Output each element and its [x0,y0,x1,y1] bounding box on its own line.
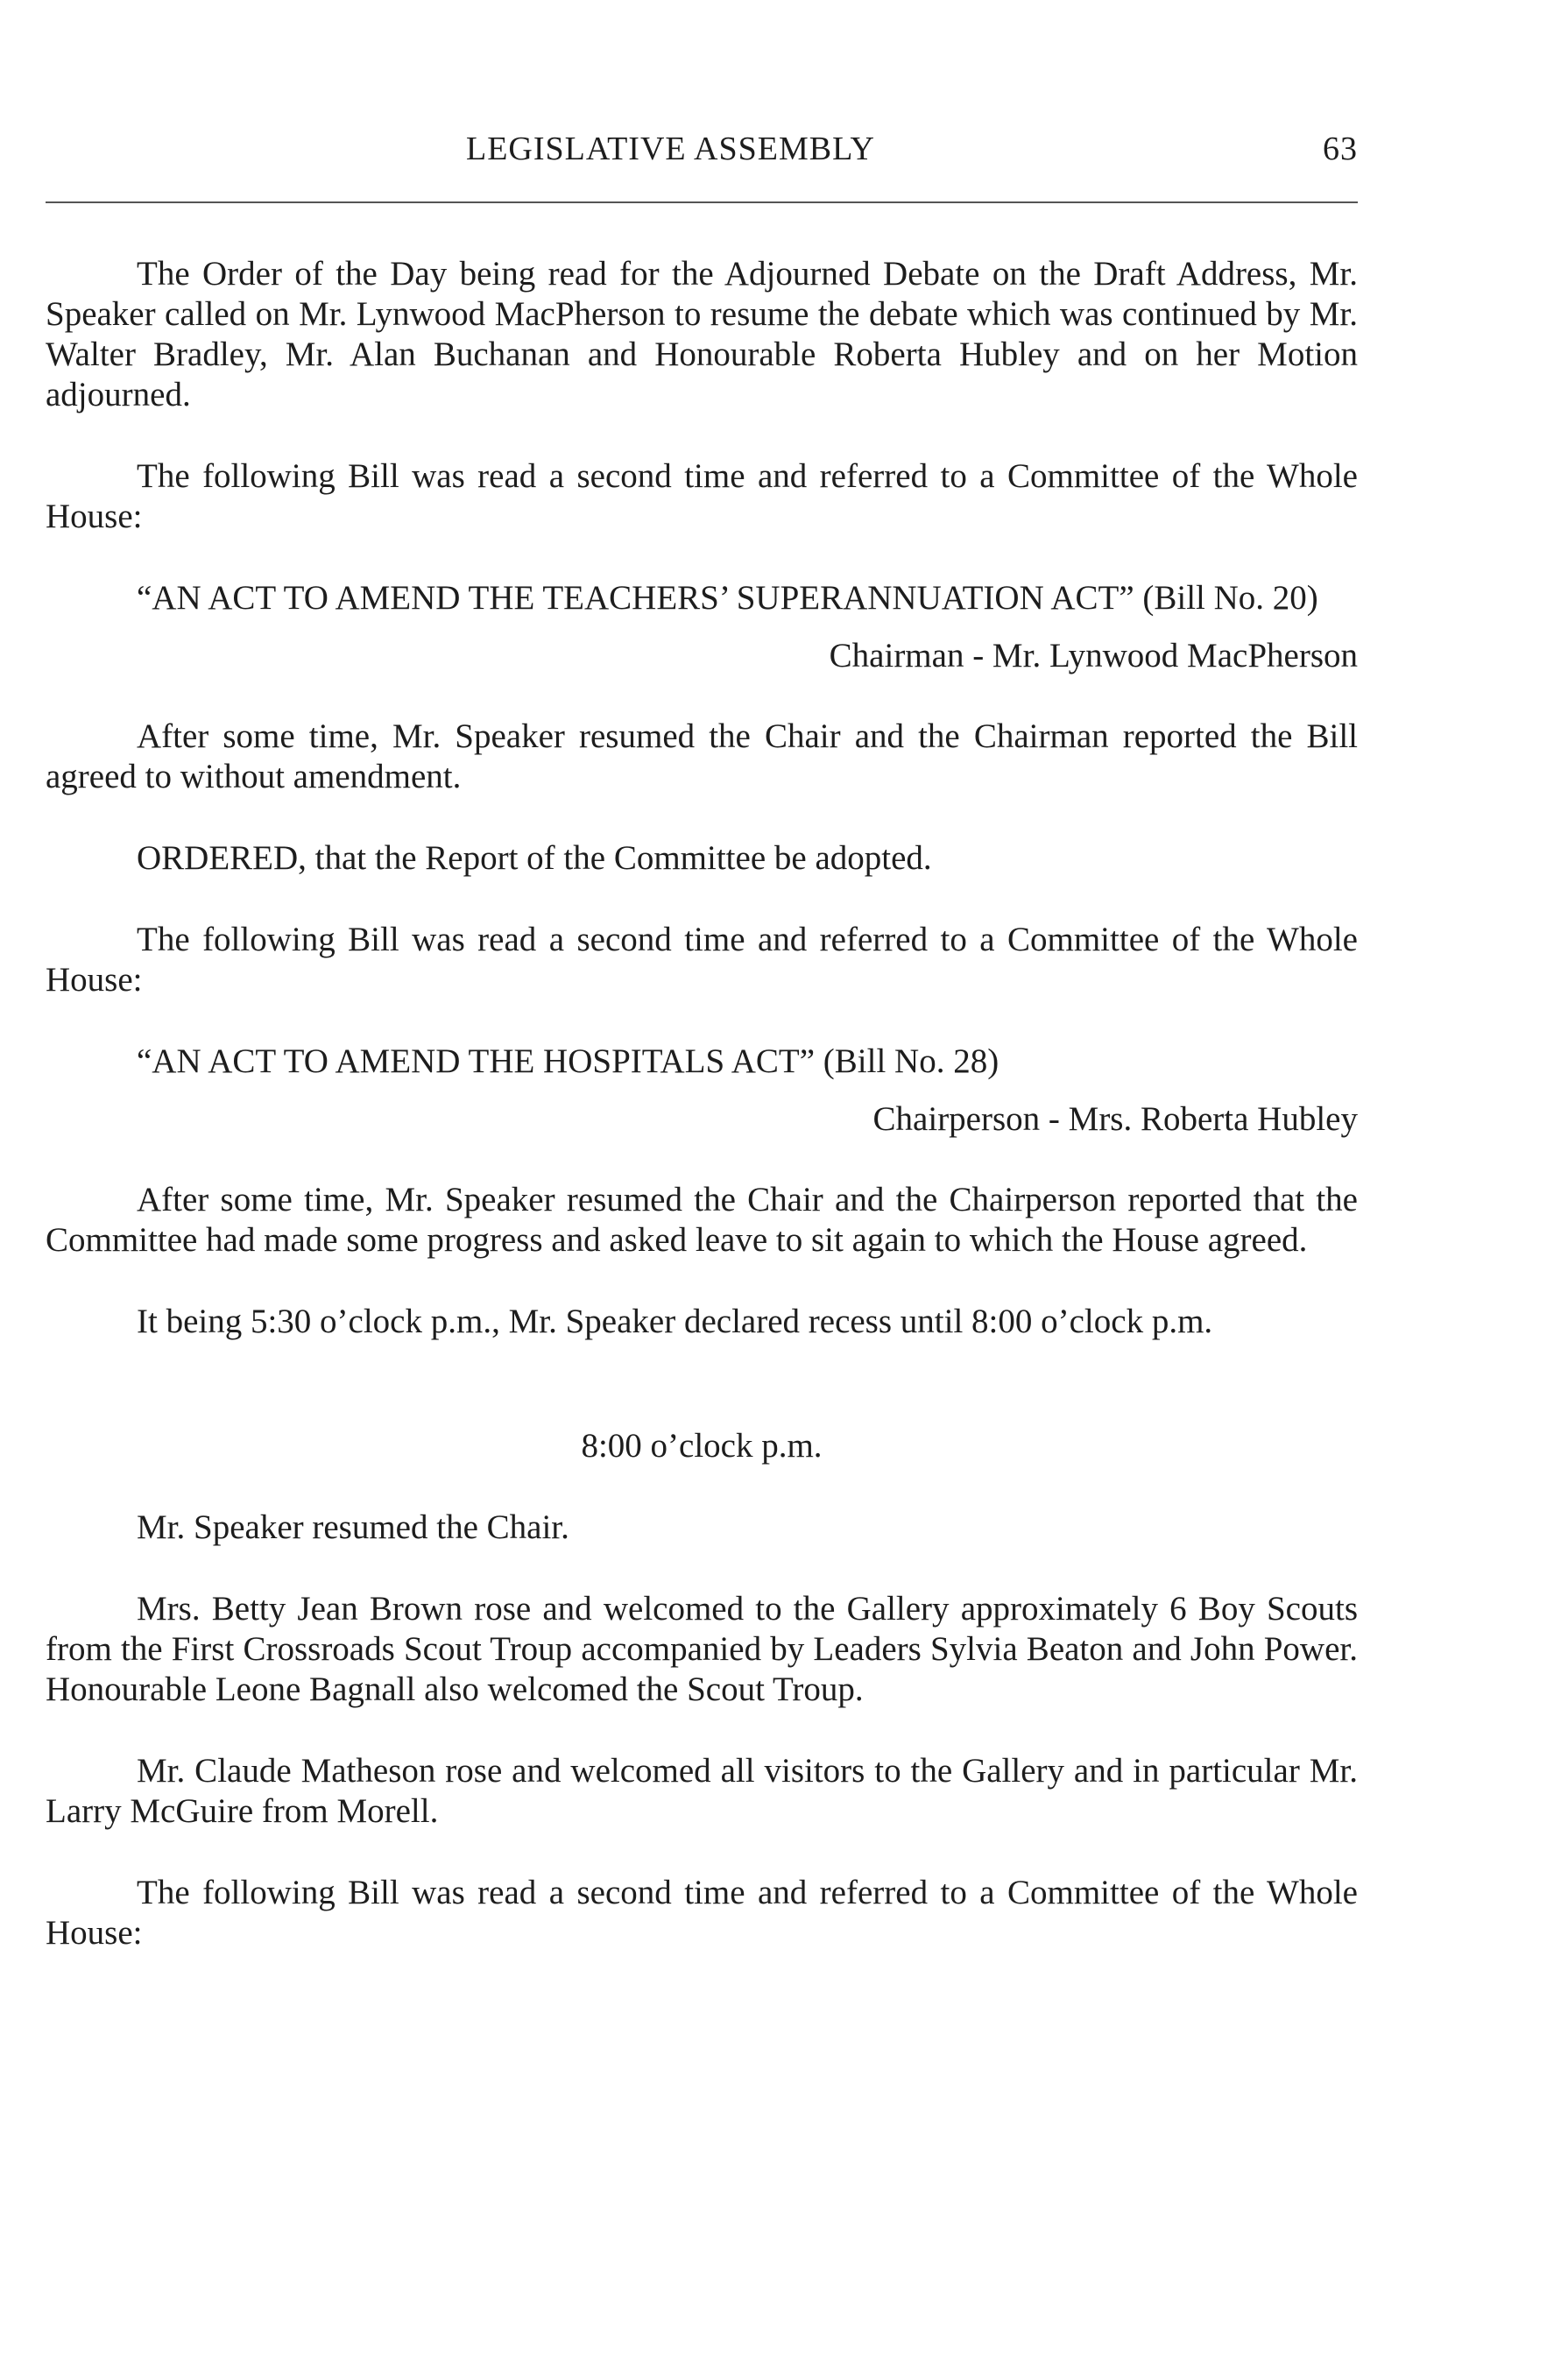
chairman-line-1: Chairman - Mr. Lynwood MacPherson [829,637,1358,674]
bill-title-teachers: “AN ACT TO AMEND THE TEACHERS’ SUPERANNUATION ACT” (Bill No. 20) [137,579,1318,617]
chairperson-line-2: Chairperson - Mrs. Roberta Hubley [872,1100,1358,1138]
paragraph-report-1: After some time, Mr. Speaker resumed the Chair and the Chairman reported the Bill agreed to without amendment. [46,717,1358,795]
paragraph-bill-referral-1: The following Bill was read a second time and referred to a Committee of the Whole House: [46,457,1358,535]
evening-time-heading: 8:00 o’clock p.m. [581,1427,823,1465]
bill-title-hospitals: “AN ACT TO AMEND THE HOSPITALS ACT” (Bill No. 28) [137,1042,999,1080]
paragraph-ordered: ORDERED, that the Report of the Committee be adopted. [137,839,932,877]
paragraph-scouts-welcome: Mrs. Betty Jean Brown rose and welcomed to the Gallery approximately 6 Boy Scouts from the First Crossroads Scout Troup accompanied by Leaders Sylvia Beaton and John Power. Honourable Leone Bagnall also welcomed the Scout Troup. [46,1590,1358,1708]
header-rule [46,201,1358,203]
paragraph-recess: It being 5:30 o’clock p.m., Mr. Speaker declared recess until 8:00 o’clock p.m. [137,1303,1213,1340]
page-header [46,130,1358,191]
paragraph-bill-referral-3: The following Bill was read a second time and referred to a Committee of the Whole House: [46,1874,1358,1952]
paragraph-visitors-welcome: Mr. Claude Matheson rose and welcomed all visitors to the Gallery and in particular Mr. Larry McGuire from Morell. [46,1752,1358,1830]
page-number: 63 [1323,131,1358,167]
paragraph-report-2: After some time, Mr. Speaker resumed the Chair and the Chairperson reported that the Committee had made some progress and asked leave to sit again to which the House agreed. [46,1181,1358,1259]
journal-body [46,254,1358,1995]
paragraph-speaker-resumed: Mr. Speaker resumed the Chair. [137,1508,569,1546]
running-title: LEGISLATIVE ASSEMBLY [466,131,875,167]
paragraph-bill-referral-2: The following Bill was read a second time and referred to a Committee of the Whole House: [46,921,1358,999]
paragraph-adjourned-debate: The Order of the Day being read for the Adjourned Debate on the Draft Address, Mr. Speaker called on Mr. Lynwood MacPherson to resume the debate which was continued by Mr. Walter Bradley, Mr. Alan Buchanan and Honourable Roberta Hubley and on her Motion adjourned. [46,255,1358,413]
